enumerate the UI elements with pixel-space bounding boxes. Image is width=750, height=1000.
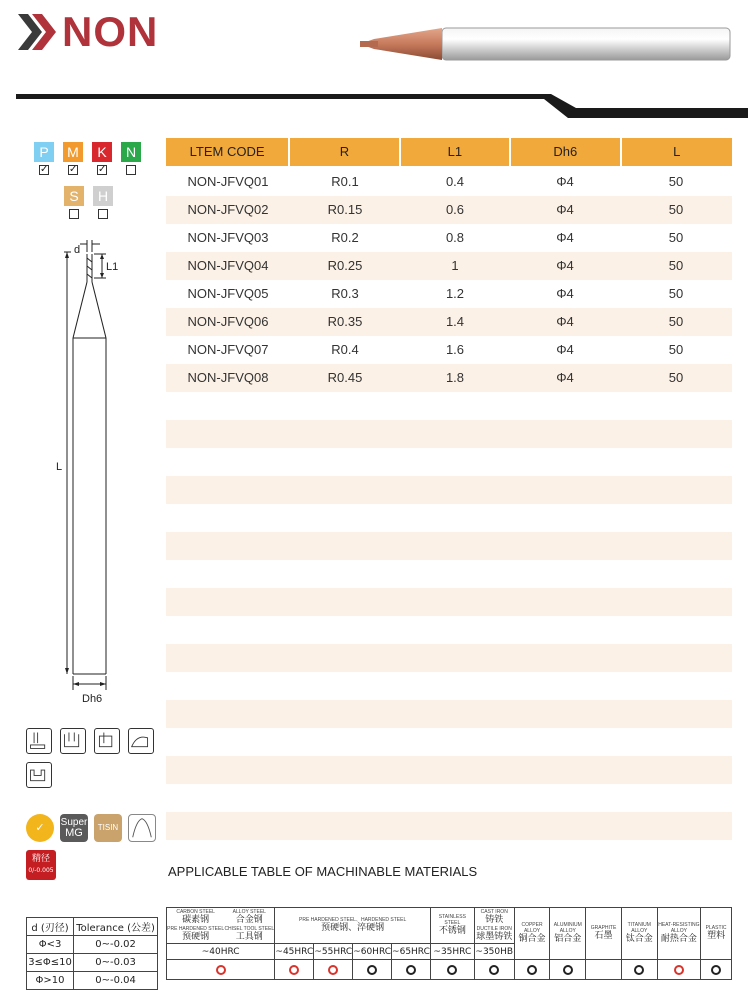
cell-r: R0.3 (331, 286, 359, 301)
cell-dh6: Φ4 (556, 202, 574, 217)
materials-header-row (167, 908, 732, 944)
grade-n (121, 142, 141, 175)
grade-p-checkbox: ✓ (40, 164, 49, 175)
grade-k-checkbox: ✓ (98, 164, 107, 175)
suitability-cell (430, 960, 474, 980)
suitable-circle-icon (563, 965, 573, 975)
mat-zh: 耐热合金 (660, 934, 697, 944)
mat-en: ALLOY STEEL (232, 908, 266, 915)
mat-en: HEAT-RESISTING (658, 922, 700, 928)
cell-l: 50 (668, 286, 684, 301)
mat-en: ALUMINIUM (553, 922, 582, 928)
table-row-empty (166, 504, 732, 532)
table-row-empty (166, 476, 732, 504)
suitability-cell (701, 960, 732, 980)
table-row (166, 280, 732, 308)
cell-l1: 0.8 (445, 230, 465, 245)
mat-zh: 工具钢 (235, 931, 263, 942)
mat-en: ALLOY (559, 928, 576, 934)
cell-l: 50 (668, 174, 684, 189)
tol-cell: 0~-0.02 (74, 936, 158, 954)
cell-dh6: Φ4 (556, 258, 574, 273)
mat-zh: 预硬钢、淬硬钢 (321, 923, 385, 933)
table-row (166, 224, 732, 252)
dim-d-label: d (74, 244, 81, 256)
cell-item-code: NON-JFVQ02 (187, 202, 269, 217)
coating-badge-icon: ✓ (26, 814, 54, 842)
grade-h-label: H (93, 186, 113, 206)
grade-m (63, 142, 83, 175)
mat-stainless-steel (430, 908, 474, 944)
table-row-empty (166, 756, 732, 784)
table-row-empty (166, 728, 732, 756)
spec-table (166, 138, 732, 840)
mat-zh: 合金钢 (235, 914, 263, 925)
mat-en: STAINLESS STEEL (438, 914, 466, 926)
table-row (27, 936, 158, 954)
cell-l1: 1.4 (445, 314, 465, 329)
brand-logo (16, 8, 158, 56)
table-row-empty (166, 532, 732, 560)
cell-item-code: NON-JFVQ08 (187, 370, 269, 385)
cell-l: 50 (668, 370, 684, 385)
cell-l: 50 (668, 314, 684, 329)
suitability-cell (514, 960, 550, 980)
grade-s (64, 186, 84, 219)
table-row-empty (166, 784, 732, 812)
cell-r: R0.2 (331, 230, 359, 245)
cell-r: R0.1 (331, 174, 359, 189)
materials-suitability-row (167, 960, 732, 980)
mat-hardened-steel (275, 908, 431, 944)
table-row (27, 972, 158, 990)
tol-cell: 0~-0.03 (74, 954, 158, 972)
suitability-cell (314, 960, 353, 980)
mat-en: CHISEL TOOL STEEL (224, 925, 275, 932)
cell-l1: 0.4 (445, 174, 465, 189)
dim-l1-label: L1 (106, 261, 119, 273)
mat-zh: 塑料 (707, 931, 726, 941)
tol-header-tolerance: Tolerance (公差) (74, 918, 158, 936)
cell-dh6: Φ4 (556, 342, 574, 357)
mat-zh: 石墨 (594, 931, 613, 941)
grade-s-checkbox (69, 209, 79, 219)
suitable-circle-icon (367, 965, 377, 975)
table-row-empty (166, 560, 732, 588)
col-dh6: Dh6 (511, 138, 619, 166)
mat-zh: 不锈钢 (438, 926, 466, 936)
mat-zh: 预硬钢 (182, 931, 210, 942)
table-row-empty (166, 644, 732, 672)
mat-zh: 铝合金 (554, 934, 582, 944)
super-mg-line1: Super (60, 817, 88, 828)
hardness-cell: ~65HRC (392, 944, 431, 960)
cell-dh6: Φ4 (556, 370, 574, 385)
shoulder-milling-icon (26, 762, 52, 788)
super-mg-badge (60, 814, 88, 842)
cell-dh6: Φ4 (556, 286, 574, 301)
grade-n-checkbox (126, 165, 136, 175)
mat-en: PLASTIC (705, 925, 727, 931)
suitability-cell (657, 960, 701, 980)
grade-h (93, 186, 113, 219)
cell-r: R0.35 (327, 314, 363, 329)
table-row-empty (166, 812, 732, 840)
col-item-code: LTEM CODE (166, 138, 288, 166)
grade-p-label: P (34, 142, 54, 162)
side-milling-icon (26, 728, 52, 754)
mat-carbon-alloy-steel (167, 908, 275, 944)
mat-en: GRAPHITE (590, 925, 617, 931)
tol-header-d: d (刃径) (27, 918, 74, 936)
grade-h-checkbox (98, 209, 108, 219)
mat-graphite (586, 908, 622, 960)
mat-en: DUCTILE IRON (476, 925, 512, 932)
hardness-cell: ~350HB (474, 944, 514, 960)
cell-l: 50 (668, 342, 684, 357)
mat-en: ALLOY (670, 928, 687, 934)
mat-titanium-alloy (621, 908, 657, 960)
mat-en: PRE HARDENED STEEL、HARDENED STEEL (299, 917, 407, 923)
tool-dimension-diagram (40, 230, 130, 710)
grade-m-label: M (63, 142, 83, 162)
hardness-cell: ~60HRC (353, 944, 392, 960)
table-row-empty (166, 672, 732, 700)
cell-item-code: NON-JFVQ03 (187, 230, 269, 245)
tol-cell: Φ<3 (27, 936, 74, 954)
table-row-empty (166, 616, 732, 644)
cell-item-code: NON-JFVQ05 (187, 286, 269, 301)
end-mill-product-image (360, 22, 740, 68)
suitability-cell (474, 960, 514, 980)
recommended-circle-icon (216, 965, 226, 975)
cell-l: 50 (668, 258, 684, 273)
suitability-cell (275, 960, 314, 980)
precision-value: 0/-0.005 (28, 867, 54, 874)
cell-l: 50 (668, 230, 684, 245)
recommended-circle-icon (328, 965, 338, 975)
recommended-circle-icon (289, 965, 299, 975)
recommended-circle-icon (674, 965, 684, 975)
table-row (166, 196, 732, 224)
spec-table-header (166, 138, 732, 166)
mat-zh: 铜合金 (518, 934, 546, 944)
dim-dh6-label: Dh6 (82, 693, 103, 705)
hardness-cell: ~55HRC (314, 944, 353, 960)
materials-table (166, 907, 732, 980)
slot-milling-icon (60, 728, 86, 754)
suitable-circle-icon (406, 965, 416, 975)
cell-r: R0.15 (327, 202, 363, 217)
brand-name: NON (62, 8, 159, 55)
col-l: L (622, 138, 732, 166)
profile-milling-icon (128, 728, 154, 754)
cell-item-code: NON-JFVQ07 (187, 342, 269, 357)
cell-item-code: NON-JFVQ04 (187, 258, 269, 273)
cell-r: R0.45 (327, 370, 363, 385)
tolerance-table (26, 917, 158, 990)
cell-dh6: Φ4 (556, 314, 574, 329)
grade-s-label: S (64, 186, 84, 206)
mat-cast-iron (474, 908, 514, 944)
table-row (27, 954, 158, 972)
table-row (166, 336, 732, 364)
cell-r: R0.25 (327, 258, 363, 273)
suitable-circle-icon (711, 965, 721, 975)
table-row-empty (166, 448, 732, 476)
mat-en: PRE HARDENED STEEL (167, 925, 225, 932)
cell-item-code: NON-JFVQ06 (187, 314, 269, 329)
mat-copper-alloy (514, 908, 550, 960)
cell-dh6: Φ4 (556, 230, 574, 245)
mat-zh: 碳素钢 (182, 914, 210, 925)
mat-en: TITANIUM (627, 922, 651, 928)
grade-k-label: K (92, 142, 112, 162)
super-mg-line2: MG (65, 827, 83, 839)
suitability-cell (550, 960, 586, 980)
precision-badge (26, 850, 56, 880)
grade-m-checkbox: ✓ (69, 164, 78, 175)
mat-plastic (701, 908, 732, 960)
cell-l1: 0.6 (445, 202, 465, 217)
grade-p (34, 142, 54, 175)
suitable-circle-icon (634, 965, 644, 975)
table-row-empty (166, 588, 732, 616)
grade-k (92, 142, 112, 175)
mat-zh: 球墨铸铁 (476, 931, 513, 942)
pocket-milling-icon (94, 728, 120, 754)
tol-cell: 0~-0.04 (74, 972, 158, 990)
table-row-empty (166, 392, 732, 420)
cell-r: R0.4 (331, 342, 359, 357)
cell-l1: 1.6 (445, 342, 465, 357)
suitability-cell (353, 960, 392, 980)
mat-en: ALLOY (631, 928, 648, 934)
suitable-circle-icon (489, 965, 499, 975)
tisin-badge: TISIN (94, 814, 122, 842)
cell-l1: 1 (451, 258, 459, 273)
hardness-cell: ~40HRC (167, 944, 275, 960)
col-l1: L1 (401, 138, 509, 166)
col-r: R (290, 138, 398, 166)
cell-l1: 1.2 (445, 286, 465, 301)
cell-item-code: NON-JFVQ01 (187, 174, 269, 189)
mat-en: COPPER ALLOY (521, 922, 543, 934)
suitability-cell (586, 960, 622, 980)
spec-table-body (166, 168, 732, 840)
suitability-cell (167, 960, 275, 980)
precision-label: 精径 (31, 854, 50, 864)
table-row (166, 252, 732, 280)
cell-dh6: Φ4 (556, 174, 574, 189)
tol-cell: Φ>10 (27, 972, 74, 990)
mat-heat-resisting-alloy (657, 908, 701, 960)
suitable-circle-icon (527, 965, 537, 975)
table-row-empty (166, 420, 732, 448)
mat-zh: 铸铁 (485, 914, 504, 925)
cell-l1: 1.8 (445, 370, 465, 385)
tol-cell: 3≤Φ≤10 (27, 954, 74, 972)
suitability-cell (392, 960, 431, 980)
double-chevron-icon (16, 10, 60, 54)
mat-aluminium-alloy (550, 908, 586, 960)
suitability-cell (621, 960, 657, 980)
cell-l: 50 (668, 202, 684, 217)
hardness-cell: ~35HRC (430, 944, 474, 960)
tool-sketch-icon (128, 814, 156, 842)
materials-title: APPLICABLE TABLE OF MACHINABLE MATERIALS (168, 864, 478, 879)
table-row (166, 308, 732, 336)
table-row-empty (166, 700, 732, 728)
dim-l-label: L (56, 461, 63, 473)
mat-zh: 钛合金 (625, 934, 653, 944)
table-row (166, 168, 732, 196)
grade-n-label: N (121, 142, 141, 162)
header-rule (16, 94, 748, 118)
suitable-circle-icon (447, 965, 457, 975)
mat-en: CARBON STEEL (176, 908, 215, 915)
table-row (166, 364, 732, 392)
mat-en: CAST IRON (480, 908, 508, 915)
hardness-cell: ~45HRC (275, 944, 314, 960)
